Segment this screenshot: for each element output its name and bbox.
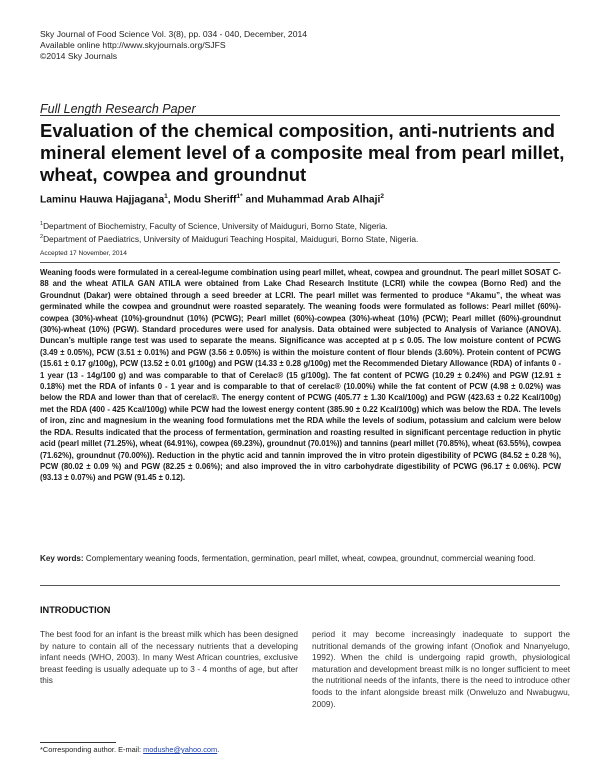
affiliation-text: Department of Paediatrics, University of Maiduguri Teaching Hospital, Maiduguri, Borno State, Nigeria. — [43, 234, 419, 245]
author-name: Muhammad Arab Alhaji — [266, 194, 381, 206]
affiliation — [40, 232, 418, 245]
intro-column-right: period it may become increasingly inadequate to support the nutritional demands of the growing infant (Onofiok and Nnanyelugo, 1992). When the child is undergoing rapid growth, physiological maturation and development breast milk is no longer sufficient to meet the nutritional needs of the infants, there is the need to introduce other foods to the infant alongside breast milk (Onweluzo and Nwabugwu, 2009). — [312, 629, 570, 709]
paper-title: Evaluation of the chemical composition, anti-nutrients and mineral element level of a composite meal from pearl millet, wheat, cowpea and groundnut — [40, 120, 565, 185]
divider-abstract — [40, 262, 560, 263]
journal-citation: Sky Journal of Food Science Vol. 3(8), pp. 034 - 040, December, 2014 — [40, 29, 308, 39]
affiliations — [40, 219, 418, 246]
keywords — [40, 553, 561, 564]
divider-top — [40, 115, 560, 116]
article-type: Full Length Research Paper — [40, 102, 196, 116]
affiliation-mark: 1 — [40, 221, 44, 227]
keywords-text: Complementary weaning foods, fermentation, germination, pearl millet, wheat, cowpea, groundnut, commercial weaning food. — [85, 554, 536, 563]
author-list — [40, 193, 384, 205]
journal-header — [40, 29, 307, 62]
author-affil-mark: 2 — [380, 193, 384, 200]
author-separator: , — [167, 194, 174, 206]
author-affil-mark: 1 — [164, 193, 168, 200]
author-name: Laminu Hauwa Hajjagana — [40, 194, 165, 206]
abstract: Weaning foods were formulated in a cereal-legume combination using pearl millet, wheat, cowpea and groundnut. The pearl millet SOSAT C-88 and the wheat ATILA GAN ATILA were obtained from Lake Chad Research Institute (LCRI) while the cowpea (Borno Red) and the Groundnut (Dakar) were obtained through a seed breeder at LCRI. The pearl millet was fermented to produce “Akamu”, the wheat was germinated while the cowpea and groundnut were roasted separately. The weaning foods were formulated as follows: Pearl millet (60%)-cowpea (30%)-wheat (10%)-groundnut (10%) (PCWG); Pearl millet (60%)-cowpea (30%)-wheat (10%) (PCW); Pearl millet (60%)-groundnut (30%)-wheat (10%) (PGW). Standard procedures were used for analysis. Data obtained were subjected to Analysis of Variance (ANOVA). Duncan’s multiple range test was used to separate the means. Significance was accepted at p ≤ 0.05. The low moisture content of PCWG (3.49 ± 0.05%), PCW (3.51 ± 0.01%) and PGW (3.56 ± 0.05%) is within the moisture content of flour blends (3.60%). Protein content of PCWG (15.61 ± 0.17 g/100g), PCW (13.52 ± 0.01 g/100g) and PGW (14.33 ± 0.28 g/100g) met the Recommended Dietary Allowance (RDA) of infants 0 - 1 year (13 - 14g/100 g) and was comparable to that of Cerelac® (15 g/100g). The fat content of PCWG (10.29 ± 0.24%) and PGW (12.91 ± 0.18%) met the RDA of infants 0 - 1 year and is comparable to that of cerelac® (10.00%) while the fat content of PCW (4.98 ± 0.02%) was below the RDA and lower than that of cerelac®. The energy content of PCWG (405.77 ± 1.30 Kcal/100g) and PGW (423.63 ± 0.22 Kcal/100g) met the RDA (400 - 425 Kcal/100g) while PCW had the lowest energy content (385.90 ± 0.22 Kcal/100g) which was below the RDA. The levels of iron, zinc and magnesium in the weaning food formulations met the RDA while the levels of sodium, potassium and calcium were below the RDA. Results indicated that the process of fermentation, germination and roasting resulted in significant percentage reduction in phytic acid (pearl millet (71.25%), wheat (64.91%), cowpea (69.23%), groundnut (70.01%)) and tannins (pearl millet (70.85%), wheat (63.55%), cowpea (71.62%), groundnut (70.00%)). Reduction in the phytic acid and tannin improved the in vitro protein digestibility of PCWG (84.52 ± 0.28 %), PCW (80.02 ± 0.09 %) and PGW (82.25 ± 0.06%); and also improved the in vitro carbohydrate digestibility of PCWG (96.17 ± 0.06%). PCW (93.13 ± 0.07%) and PGW (91.45 ± 0.12). — [40, 268, 561, 483]
author-affil-mark: 1* — [236, 193, 243, 200]
author-separator: and — [242, 194, 267, 206]
affiliation-mark: 2 — [40, 234, 44, 241]
accepted-date: Accepted 17 November, 2014 — [40, 250, 127, 257]
journal-copyright: ©2014 Sky Journals — [40, 51, 118, 61]
affiliation — [40, 219, 418, 232]
journal-url[interactable]: Available online http://www.skyjournals.org/SJFS — [40, 40, 226, 50]
section-heading-introduction: INTRODUCTION — [40, 605, 111, 615]
affiliation-text: Department of Biochemistry, Faculty of Science, University of Maiduguri, Borno State, Nigeria. — [43, 220, 388, 231]
keywords-label: Key words: — [40, 554, 84, 563]
footnote — [40, 745, 219, 754]
intro-column-left: The best food for an infant is the breast milk which has been designed by nature to contain all of the necessary nutrients that a developing infant needs (WHO, 2003). In many West African countries, exclusive breast feeding is usually adequate up to 3 - 4 months of age, but after this — [40, 629, 298, 686]
footnote-rule — [40, 742, 116, 743]
email-link[interactable]: modushe@yahoo.com — [143, 745, 218, 754]
footnote-suffix: . — [217, 745, 220, 754]
divider-keywords — [40, 585, 560, 586]
footnote-label: *Corresponding author. E-mail: — [40, 745, 144, 754]
author-name: Modu Sheriff — [173, 194, 237, 206]
